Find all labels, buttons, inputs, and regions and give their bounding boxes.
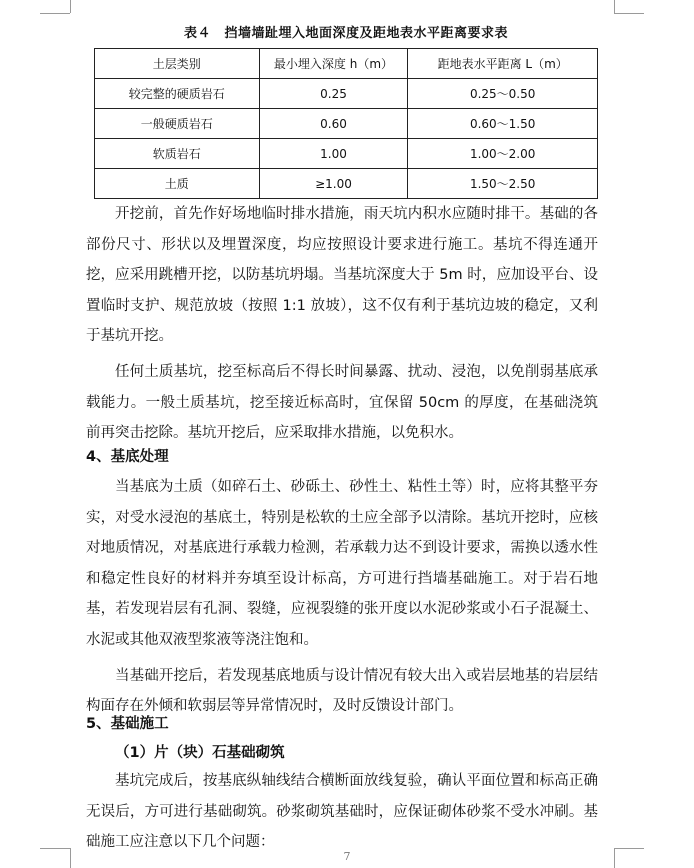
crop-mark-bottom-right-horizontal [614,848,644,849]
table-cell: 0.25～0.50 [408,79,598,109]
table-cell: 1.50～2.50 [408,169,598,199]
paragraph: 基坑完成后，按基底纵轴线结合横断面放线复验，确认平面位置和标高正确无误后，方可进行基础砌筑。砂浆砌筑基础时，应保证砌体砂浆不受水冲刷。基础施工应注意以下几个问题： [86,773,598,851]
paragraph: 当基础开挖后，若发现基底地质与设计情况有较大出入或岩层地基的岩层结构面存在外倾和软弱层等异常情况时，及时反馈设计部门。 [86,667,598,715]
embedment-depth-table [94,48,598,199]
subsection-heading-5-1: （1）片（块）石基础砌筑 [115,745,285,761]
foundation-treatment-section [86,472,598,722]
table-cell: 较完整的硬质岩石 [95,79,260,109]
crop-mark-top-left-vertical [70,0,71,13]
foundation-construction-section [86,766,598,858]
table-header-row [95,49,598,79]
crop-mark-top-right-horizontal [614,13,644,14]
table-row [95,109,598,139]
table-cell: 一般硬质岩石 [95,109,260,139]
table-header-cell: 距地表水平距离 L（m） [408,49,598,79]
section-heading-5: 5、基础施工 [86,716,169,732]
crop-mark-top-right-vertical [614,0,615,13]
crop-mark-bottom-left-horizontal [40,848,70,849]
table-cell: 土质 [95,169,260,199]
paragraph: 任何土质基坑，挖至标高后不得长时间暴露、扰动、浸泡，以免削弱基底承载能力。一般土质基坑，挖至接近标高时，宜保留 50cm 的厚度，在基础浇筑前再突击挖除。基坑开挖后，应采取排水措施，以免积水。 [86,363,598,442]
table-row [95,79,598,109]
table-row [95,169,598,199]
table-cell: 0.60～1.50 [408,109,598,139]
table-cell: 1.00～2.00 [408,139,598,169]
table-header-cell: 最小埋入深度 h（m） [259,49,408,79]
table-caption: 表４ 挡墙墙趾埋入地面深度及距地表水平距离要求表 [183,26,508,41]
paragraph: 当基底为土质（如碎石土、砂砾土、砂性土、粘性土等）时，应将其整平夯实，对受水浸泡的基底土，特别是松软的土应全部予以清除。基坑开挖时，应核对地质情况，对基底进行承载力检测，若承载力达不到设计要求，需换以透水性和稳定性良好的材料并夯填至设计标高，方可进行挡墙基础施工。对于岩石地基，若发现岩层有孔洞、裂缝，应视裂缝的张开度以水泥砂浆或小石子混凝土、水泥或其他双液型浆液等浇注饱和。 [86,479,598,648]
table-header-cell: 土层类别 [95,49,260,79]
paragraph: 开挖前，首先作好场地临时排水措施，雨天坑内积水应随时排干。基础的各部份尺寸、形状以及埋置深度，均应按照设计要求进行施工。基坑不得连通开挖，应采用跳槽开挖，以防基坑坍塌。当基坑深度大于 5m 时，应加设平台、设置临时支护、规范放坡（按照 1:1 放坡），这不仅有利于基坑边坡的稳定，又利于基坑开挖。 [86,206,598,345]
table-cell: 0.60 [259,109,408,139]
page-number: 7 [343,850,351,863]
table-cell: ≥1.00 [259,169,408,199]
table-cell: 0.25 [259,79,408,109]
crop-mark-top-left-horizontal [40,13,70,14]
excavation-section [86,199,598,449]
section-heading-4: 4、基底处理 [86,449,169,465]
table-cell: 1.00 [259,139,408,169]
table-cell: 软质岩石 [95,139,260,169]
table-row [95,139,598,169]
